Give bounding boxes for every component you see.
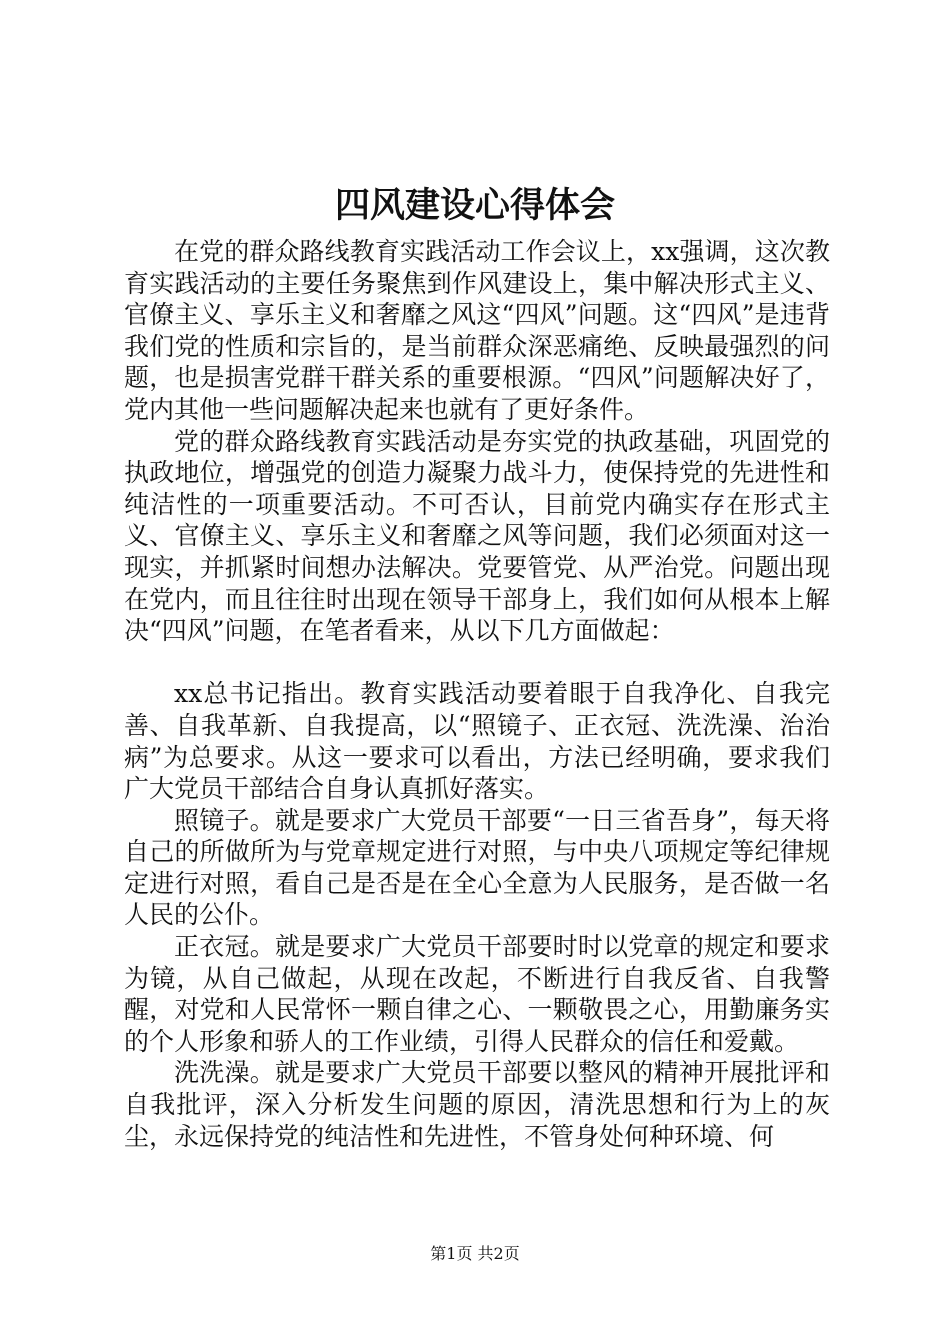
paragraph-attire: 正衣冠。就是要求广大党员干部要时时以党章的规定和要求为镜，从自己做起，从现在改起，不断进行自我反省、自我警醒，对党和人民常怀一颗自律之心、一颗敬畏之心，用勤廉务实的个人形象和骄人的工作业绩，引得人民群众的信任和爱戴。	[124, 932, 830, 1056]
paragraph-mirror: 照镜子。就是要求广大党员干部要“一日三省吾身”，每天将自己的所做所为与党章规定进行对照，与中央八项规定等纪律规定进行对照，看自己是否是在全心全意为人民服务，是否做一名人民的公仆。	[124, 805, 830, 930]
paragraph-requirements: xx总书记指出。教育实践活动要着眼于自我净化、自我完善、自我革新、自我提高，以“照镜子、正衣冠、洗洗澡、治治病”为总要求。从这一要求可以看出，方法已经明确，要求我们广大党员干部结合自身认真抓好落实。	[124, 679, 830, 804]
paragraph-bath: 洗洗澡。就是要求广大党员干部要以整风的精神开展批评和自我批评，深入分析发生问题的原因，清洗思想和行为上的灰尘，永远保持党的纯洁性和先进性，不管身处何种环境、何	[124, 1058, 830, 1151]
paragraph-intro: 在党的群众路线教育实践活动工作会议上，xx强调，这次教育实践活动的主要任务聚焦到作风建设上，集中解决形式主义、官僚主义、享乐主义和奢靡之风这“四风”问题。这“四风”是违背我们党的性质和宗旨的，是当前群众深恶痛绝、反映最强烈的问题，也是损害党群干群关系的重要根源。“四风”问题解决好了，党内其他一些问题解决起来也就有了更好条件。	[124, 237, 830, 424]
document-title: 四风建设心得体会	[334, 185, 615, 226]
page-number: 第1页 共2页	[430, 1244, 520, 1263]
paragraph-background: 党的群众路线教育实践活动是夯实党的执政基础，巩固党的执政地位，增强党的创造力凝聚力战斗力，使保持党的先进性和纯洁性的一项重要活动。不可否认，目前党内确实存在形式主义、官僚主义、享乐主义和奢靡之风等问题，我们必须面对这一现实，并抓紧时间想办法解决。党要管党、从严治党。问题出现在党内，而且往往时出现在领导干部身上，我们如何从根本上解决“四风”问题，在笔者看来，从以下几方面做起：	[124, 426, 830, 646]
document-body	[124, 236, 830, 1152]
